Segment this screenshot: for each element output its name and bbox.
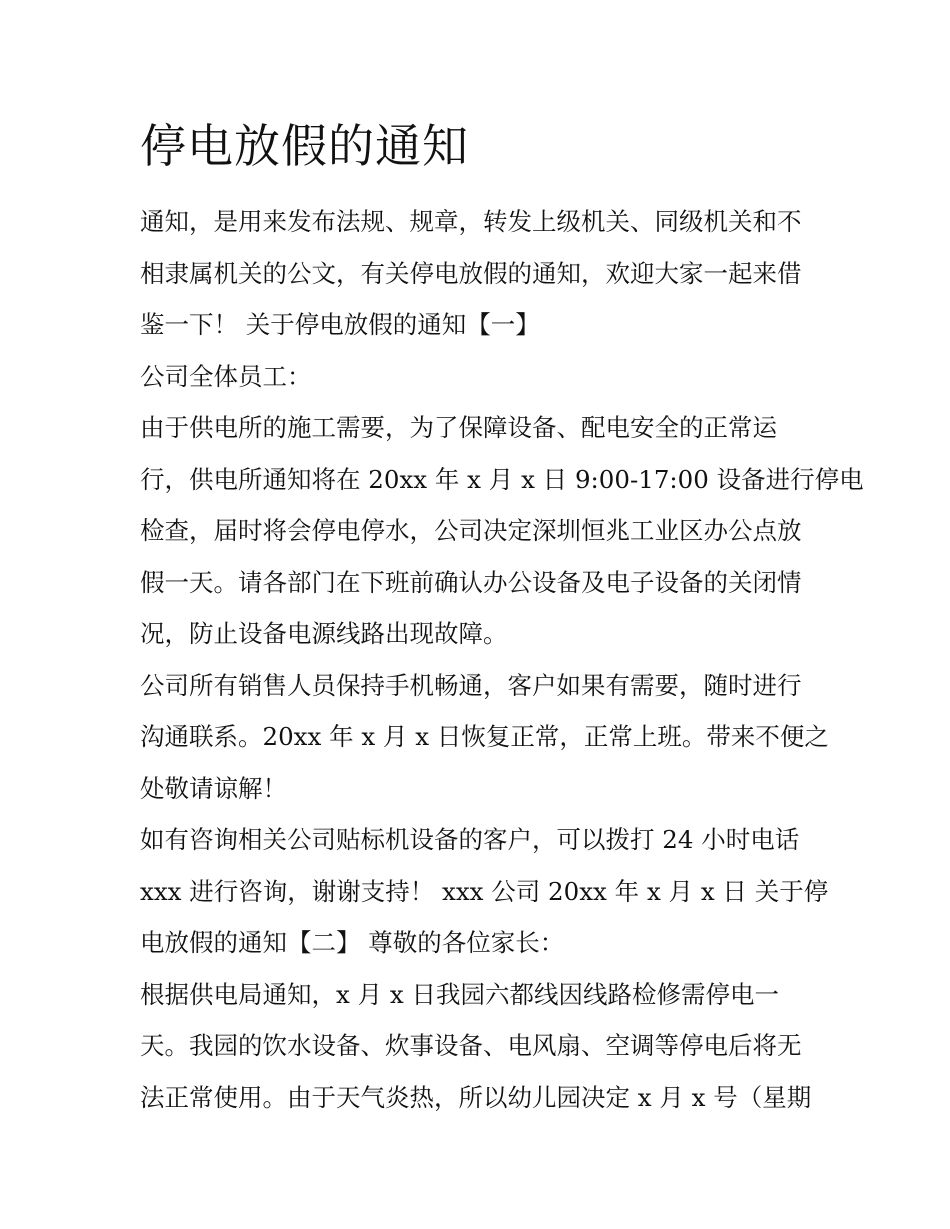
- text-line: 公司全体员工：: [140, 361, 312, 391]
- text-line: 处敬请谅解！: [140, 773, 287, 803]
- text-line: 公司所有销售人员保持手机畅通，客户如果有需要，随时进行: [140, 670, 802, 700]
- text-line: 行，供电所通知将在 20xx 年 x 月 x 日 9:00-17:00 设备进行停电: [140, 464, 864, 494]
- text-line: 通知，是用来发布法规、规章，转发上级机关、同级机关和不: [140, 207, 802, 236]
- text-line: 沟通联系。20xx 年 x 月 x 日恢复正常，正常上班。带来不便之: [140, 722, 829, 751]
- text-line: 相隶属机关的公文，有关停电放假的通知，欢迎大家一起来借: [140, 258, 802, 288]
- document-body: [140, 196, 864, 1123]
- document-title: 停电放假的通知: [140, 119, 469, 173]
- text-line: 假一天。请各部门在下班前确认办公设备及电子设备的关闭情: [140, 567, 802, 597]
- text-line: 天。我园的饮水设备、炊事设备、电风扇、空调等停电后将无: [140, 1031, 802, 1060]
- text-line: 检查，届时将会停电停水，公司决定深圳恒兆工业区办公点放: [140, 516, 802, 545]
- text-line: 由于供电所的施工需要，为了保障设备、配电安全的正常运: [140, 413, 777, 442]
- text-line: 电放假的通知【二】 尊敬的各位家长：: [140, 928, 565, 957]
- text-line: 鉴一下！ 关于停电放假的通知【一】: [140, 310, 540, 339]
- text-line: 如有咨询相关公司贴标机设备的客户，可以拨打 24 小时电话: [140, 825, 800, 854]
- text-line: 根据供电局通知，x 月 x 日我园六都线因线路检修需停电一: [140, 979, 779, 1009]
- text-line: 况，防止设备电源线路出现故障。: [140, 619, 508, 648]
- text-line: 法正常使用。由于天气炎热，所以幼儿园决定 x 月 x 号（星期: [140, 1082, 812, 1112]
- text-line: xxx 进行咨询，谢谢支持！ xxx 公司 20xx 年 x 月 x 日 关于停: [140, 876, 829, 906]
